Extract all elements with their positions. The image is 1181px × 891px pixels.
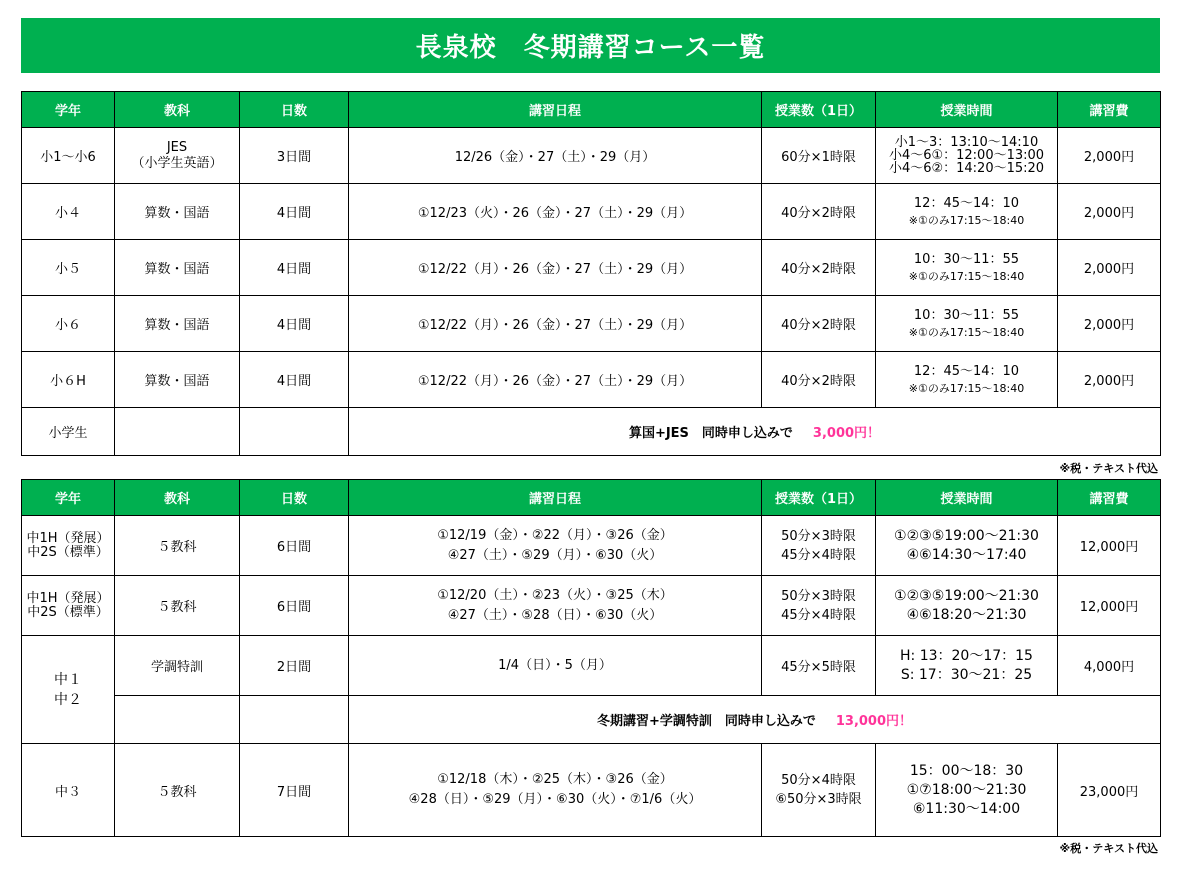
fee-cell: 2,000円: [1058, 296, 1161, 352]
table-row: [22, 240, 1161, 296]
schedule-cell: 12/26（金）・27（土）・29（月）: [349, 128, 762, 184]
grade-cell: [22, 636, 115, 744]
schedule-cell: ①12/22（月）・26（金）・27（土）・29（月）: [349, 352, 762, 408]
schedule-cell: ①12/22（月）・26（金）・27（土）・29（月）: [349, 240, 762, 296]
subject-cell: 学調特訓: [115, 636, 240, 696]
header-subject: 教科: [115, 480, 240, 516]
fee-cell: 2,000円: [1058, 184, 1161, 240]
classes-cell: 60分×1時限: [762, 128, 876, 184]
classes-line: 50分×3時限: [781, 528, 856, 544]
days-cell: 6日間: [240, 516, 349, 576]
days-cell: 7日間: [240, 744, 349, 837]
schedule-cell: 1/4（日）・5（月）: [349, 636, 762, 696]
time-cell: [876, 128, 1058, 184]
classes-line: 50分×3時限: [781, 588, 856, 604]
classes-cell: 40分×2時限: [762, 296, 876, 352]
classes-cell: [762, 576, 876, 636]
table-header-row: [22, 480, 1161, 516]
grade-line: 中1H（発展）: [26, 590, 110, 606]
time-cell: [876, 240, 1058, 296]
time-line: 15：00〜18：30: [909, 762, 1024, 779]
subject-line: JES: [166, 139, 188, 155]
table-header-row: [22, 92, 1161, 128]
subject-cell: 算数・国語: [115, 296, 240, 352]
table-row: [22, 636, 1161, 696]
time-main: 12：45〜14：10: [913, 363, 1020, 379]
fee-cell: 2,000円: [1058, 128, 1161, 184]
schedule-line: ①12/19（金）・②22（月）・③26（金）: [437, 527, 673, 543]
table-row: [22, 516, 1161, 576]
schedule-cell: ①12/23（火）・26（金）・27（土）・29（月）: [349, 184, 762, 240]
classes-cell: 40分×2時限: [762, 352, 876, 408]
days-cell: 6日間: [240, 576, 349, 636]
middle-course-table: [21, 479, 1161, 837]
grade-line: 中１: [54, 671, 82, 688]
header-time: 授業時間: [876, 480, 1058, 516]
classes-cell: 40分×2時限: [762, 240, 876, 296]
grade-cell: 小４: [22, 184, 115, 240]
time-main: 10：30〜11：55: [913, 307, 1020, 323]
schedule-cell: [349, 516, 762, 576]
promo-row: [22, 408, 1161, 456]
promo-price: 3,000円！: [812, 426, 881, 441]
schedule-line: ④28（日）・⑤29（月）・⑥30（火）・⑦1/6（火）: [408, 792, 702, 807]
promo-price: 13,000円！: [835, 714, 913, 729]
header-classes: 授業数（1日）: [762, 480, 876, 516]
grade-line: 中2S（標準）: [27, 544, 109, 560]
promo-row: [22, 696, 1161, 744]
grade-cell: [22, 576, 115, 636]
time-line: ①②③⑤19:00〜21:30: [894, 527, 1039, 544]
schedule-cell: [349, 744, 762, 837]
subject-cell: 算数・国語: [115, 240, 240, 296]
elementary-course-table: [21, 91, 1161, 456]
grade-cell: 小学生: [22, 408, 115, 456]
schedule-line: ④27（土）・⑤29（月）・⑥30（火）: [447, 547, 663, 563]
schedule-line: ④27（土）・⑤28（日）・⑥30（火）: [447, 607, 663, 623]
days-cell: 3日間: [240, 128, 349, 184]
time-line: ④⑥14:30〜17:40: [906, 546, 1027, 563]
grade-cell: 中３: [22, 744, 115, 837]
table-row: [22, 184, 1161, 240]
time-cell: [876, 352, 1058, 408]
schedule-line: ①12/18（木）・②25（木）・③26（金）: [437, 772, 673, 787]
table-row: [22, 576, 1161, 636]
header-days: 日数: [240, 480, 349, 516]
promo-text: 算国+JES 同時申し込みで: [628, 426, 793, 441]
empty-cell: [115, 408, 240, 456]
empty-cell: [115, 696, 240, 744]
grade-line: 中２: [54, 691, 82, 708]
days-cell: 4日間: [240, 184, 349, 240]
subject-cell: [115, 128, 240, 184]
fee-cell: 12,000円: [1058, 576, 1161, 636]
header-fee: 講習費: [1058, 92, 1161, 128]
header-fee: 講習費: [1058, 480, 1161, 516]
promo-cell: [349, 696, 1161, 744]
classes-line: 50分×4時限: [781, 773, 856, 788]
time-cell: [876, 516, 1058, 576]
days-cell: 2日間: [240, 636, 349, 696]
classes-cell: [762, 516, 876, 576]
classes-cell: 45分×5時限: [762, 636, 876, 696]
time-line: ④⑥18:20〜21:30: [906, 606, 1027, 623]
time-line: ⑥11:30〜14:00: [912, 800, 1021, 817]
header-classes: 授業数（1日）: [762, 92, 876, 128]
grade-cell: 小1〜小6: [22, 128, 115, 184]
days-cell: 4日間: [240, 352, 349, 408]
empty-cell: [240, 696, 349, 744]
header-grade: 学年: [22, 480, 115, 516]
time-cell: [876, 296, 1058, 352]
time-cell: [876, 744, 1058, 837]
table-row: [22, 296, 1161, 352]
time-cell: [876, 184, 1058, 240]
fee-cell: 4,000円: [1058, 636, 1161, 696]
subject-cell: ５教科: [115, 516, 240, 576]
time-line: 小1〜3：13:10〜14:10: [894, 135, 1039, 150]
time-line: H: 13：20〜17：15: [900, 647, 1033, 664]
time-line: ①⑦18:00〜21:30: [906, 781, 1027, 798]
empty-cell: [240, 408, 349, 456]
classes-line: 45分×4時限: [781, 547, 856, 563]
table-row: [22, 128, 1161, 184]
fee-cell: 2,000円: [1058, 240, 1161, 296]
classes-cell: 40分×2時限: [762, 184, 876, 240]
fee-cell: 2,000円: [1058, 352, 1161, 408]
grade-cell: [22, 516, 115, 576]
classes-line: ⑥50分×3時限: [775, 792, 862, 807]
time-main: 10：30〜11：55: [913, 251, 1020, 267]
subject-line: （小学生英語）: [131, 155, 223, 171]
classes-cell: [762, 744, 876, 837]
fee-cell: 23,000円: [1058, 744, 1161, 837]
table-row: [22, 744, 1161, 837]
days-cell: 4日間: [240, 296, 349, 352]
time-line: ①②③⑤19:00〜21:30: [894, 587, 1039, 604]
subject-cell: ５教科: [115, 744, 240, 837]
header-days: 日数: [240, 92, 349, 128]
time-cell: [876, 636, 1058, 696]
table-row: [22, 352, 1161, 408]
tax-note: ※税・テキスト代込: [1059, 842, 1158, 855]
subject-cell: ５教科: [115, 576, 240, 636]
grade-line: 中1H（発展）: [26, 530, 110, 546]
schedule-cell: ①12/22（月）・26（金）・27（土）・29（月）: [349, 296, 762, 352]
grade-line: 中2S（標準）: [27, 604, 109, 620]
header-subject: 教科: [115, 92, 240, 128]
header-schedule: 講習日程: [349, 480, 762, 516]
grade-cell: 小５: [22, 240, 115, 296]
subject-cell: 算数・国語: [115, 352, 240, 408]
time-line: 小4〜6②：14:20〜15:20: [888, 161, 1045, 176]
time-line: S: 17：30〜21：25: [900, 666, 1033, 683]
page-title: 長泉校 冬期講習コース一覧: [21, 18, 1160, 73]
days-cell: 4日間: [240, 240, 349, 296]
header-grade: 学年: [22, 92, 115, 128]
header-schedule: 講習日程: [349, 92, 762, 128]
header-time: 授業時間: [876, 92, 1058, 128]
time-note: ※①のみ17:15〜18:40: [908, 269, 1025, 283]
time-note: ※①のみ17:15〜18:40: [908, 381, 1025, 395]
fee-cell: 12,000円: [1058, 516, 1161, 576]
time-line: 小4〜6①：12:00〜13:00: [888, 148, 1045, 163]
time-cell: [876, 576, 1058, 636]
time-note: ※①のみ17:15〜18:40: [908, 325, 1025, 339]
subject-cell: 算数・国語: [115, 184, 240, 240]
schedule-cell: [349, 576, 762, 636]
promo-cell: [349, 408, 1161, 456]
promo-text: 冬期講習+学調特訓 同時申し込みで: [596, 714, 816, 729]
time-main: 12：45〜14：10: [913, 195, 1020, 211]
classes-line: 45分×4時限: [781, 607, 856, 623]
time-note: ※①のみ17:15〜18:40: [908, 213, 1025, 227]
grade-cell: 小６H: [22, 352, 115, 408]
tax-note: ※税・テキスト代込: [1059, 462, 1158, 475]
grade-cell: 小６: [22, 296, 115, 352]
schedule-line: ①12/20（土）・②23（火）・③25（木）: [437, 587, 673, 603]
